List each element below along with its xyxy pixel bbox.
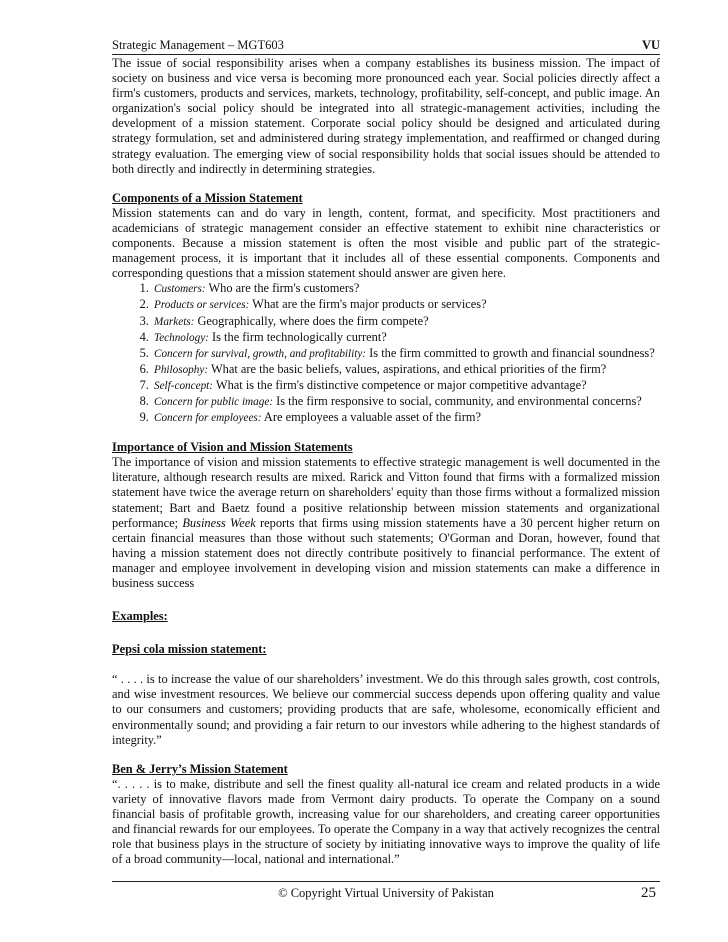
list-item [152, 281, 660, 297]
list-item [152, 297, 660, 313]
importance-paragraph [112, 455, 660, 591]
page-content [112, 56, 660, 867]
pepsi-heading: Pepsi cola mission statement: [112, 642, 267, 657]
list-item [152, 330, 660, 346]
component-term: Concern for public image: [154, 395, 274, 408]
copyright-text: © Copyright Virtual University of Pakistan [278, 886, 494, 900]
component-term: Concern for survival, growth, and profitability: [154, 347, 367, 360]
ben-jerrys-mission-text: “. . . . . is to make, distribute and sell the finest quality all-natural ice cream and related products in a wide variety of innovative flavors made from Vermont dairy products. To operate the Company on a sound financial basis of profitable growth, increasing value for our shareholders, and creating career opportunities and financial rewards for our employees. To operate the Company in a way that actively recognizes the central role that business plays in the structure of society by initiating innovative ways to improve the quality of life of a broad community—local, national and international.” [112, 776, 661, 867]
component-term: Philosophy: [154, 363, 209, 376]
document-page [112, 38, 660, 867]
component-term: Self-concept: [154, 379, 214, 392]
component-term: Products or services: [154, 299, 250, 312]
course-title: Strategic Management – MGT603 [112, 38, 284, 52]
list-item [152, 378, 660, 394]
examples-heading: Examples: [112, 609, 168, 624]
components-list [112, 281, 660, 426]
component-question: Is the firm responsive to social, community, and environmental concerns? [273, 393, 642, 408]
page-header [112, 38, 660, 55]
importance-heading: Importance of Vision and Mission Statements [112, 440, 353, 455]
page-number: 25 [641, 885, 656, 901]
list-item [152, 362, 660, 378]
importance-text-part1: The importance of vision and mission statements to effective strategic management is well documented in the literature, although research results are mixed. Rarick and Vitton found that firms with a formalized mission statement have twice the average return on shareholders' equity than those firms without a formalized mission statement; Bart and Baetz found a positive relationship between mission statements and organizational performance; [112, 455, 660, 530]
component-question: Is the firm committed to growth and financial soundness? [366, 345, 655, 360]
component-question: Geographically, where does the firm compete? [194, 313, 429, 328]
component-term: Technology: [154, 331, 209, 344]
component-term: Concern for employees: [154, 412, 262, 425]
pepsi-mission-text: “ . . . . is to increase the value of our shareholders’ investment. We do this through sales growth, cost controls, and wise investment resources. We believe our commercial success depends upon offering quality and value to our consumers and customers; providing products that are safe, wholesome, economically efficient and environmentally sound; and providing a fair return to our investors while adhering to the highest standards of integrity.” [112, 672, 660, 747]
components-paragraph: Mission statements can and do vary in length, content, format, and specificity. Most practitioners and academicians of strategic management consider an effective statement to exhibit nine characteristics or components. Because a mission statement is often the most visible and public part of the strategic-management process, it is important that it includes all of these essential components. Components and corresponding questions that a mission statement should answer are given here. [112, 205, 660, 281]
list-item [152, 394, 660, 410]
component-question: Are employees a valuable asset of the firm? [261, 410, 482, 425]
footer-divider [112, 881, 660, 882]
spacer [112, 657, 660, 672]
list-item [152, 410, 660, 426]
list-item [152, 346, 660, 362]
publication-title: Business Week [182, 515, 256, 530]
components-heading: Components of a Mission Statement [112, 190, 303, 205]
ben-jerrys-heading: Ben & Jerry’s Mission Statement [112, 761, 288, 776]
brand-label: VU [641, 38, 660, 52]
component-question: What are the firm's major products or services? [249, 297, 487, 312]
component-question: Is the firm technologically current? [208, 329, 387, 344]
component-question: What is the firm's distinctive competence or major competitive advantage? [213, 377, 587, 392]
component-question: Who are the firm's customers? [205, 281, 360, 296]
component-term: Customers: [154, 283, 206, 296]
component-question: What are the basic beliefs, values, aspirations, and ethical priorities of the firm? [208, 361, 607, 376]
list-item [152, 314, 660, 330]
component-term: Markets: [154, 315, 195, 328]
importance-text-part2: reports that firms using mission statements have a 30 percent higher return on certain financial measures than those without such statements; O'Gorman and Doran, however, found that having a mission statement does not directly contribute positively to financial performance. The extent of manager and employee involvement in developing vision and mission statements can make a difference in business success [112, 515, 660, 590]
intro-paragraph: The issue of social responsibility arises when a company establishes its business mission. The impact of society on business and vice versa is becoming more pronounced each year. Social policies directly affect a firm's customers, products and services, markets, technology, profitability, self-concept, and public image. An organization's social policy should be integrated into all strategic-management activities, including the development of a mission statement. Corporate social policy should be designed and articulated during strategy formulation, set and administered during strategy implementation, and reaffirmed or changed during strategy evaluation. The emerging view of social responsibility holds that social issues should be attended to both directly and indirectly in determining strategies. [112, 56, 660, 176]
